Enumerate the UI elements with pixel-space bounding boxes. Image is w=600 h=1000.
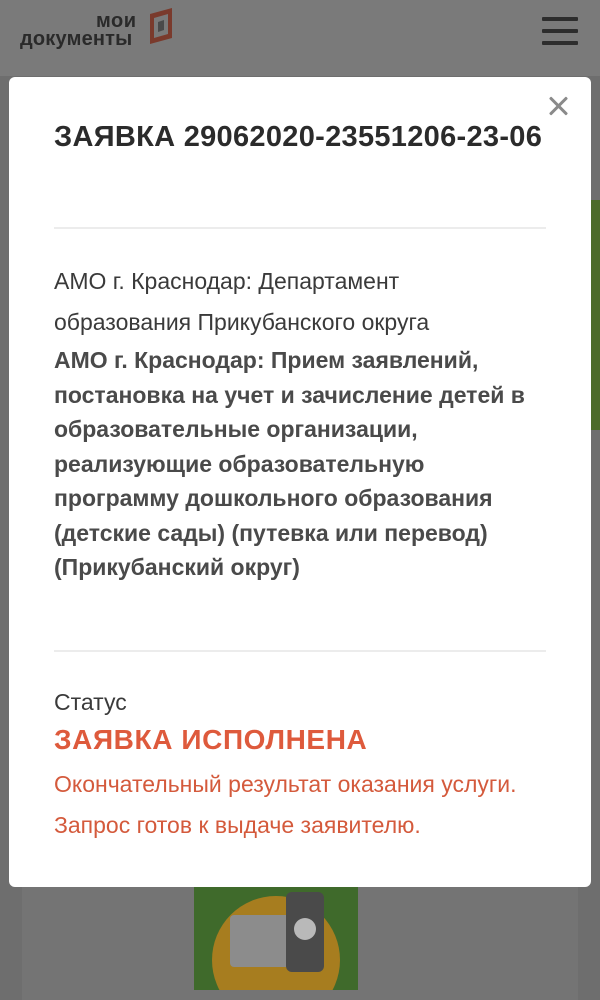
service-name: АМО г. Краснодар: Прием заявлений, постановка на учет и зачисление детей в образовательные организации, реализующие образовательную программу дошкольного образования (детские сады) (путевка или перевод) (Прикубанский округ) xyxy=(54,347,525,580)
moi-dokumenty-logo[interactable] xyxy=(20,8,185,58)
hamburger-menu-icon[interactable] xyxy=(542,17,578,45)
organization-name: АМО г. Краснодар: Департамент образования Прикубанского округа xyxy=(54,268,430,335)
checkmark-icon xyxy=(294,918,316,940)
status-value: ЗАЯВКА ИСПОЛНЕНА xyxy=(54,724,368,755)
logo-top-text: мои xyxy=(96,10,137,32)
modal-title: ЗАЯВКА 29062020-23551206-23-06 xyxy=(54,121,543,153)
background-promo-illustration xyxy=(194,880,358,990)
logo-bottom-text: документы xyxy=(20,28,133,50)
close-icon[interactable] xyxy=(547,95,569,117)
divider xyxy=(54,227,546,229)
divider xyxy=(54,650,546,652)
app-header xyxy=(0,0,600,76)
status-label: Статус xyxy=(54,689,127,715)
status-description: Окончательный результат оказания услуги. Запрос готов к выдаче заявителю. xyxy=(54,771,517,838)
background-banner-edge xyxy=(590,200,600,430)
moi-dokumenty-logo-icon xyxy=(144,8,180,52)
application-status-modal xyxy=(9,77,591,887)
